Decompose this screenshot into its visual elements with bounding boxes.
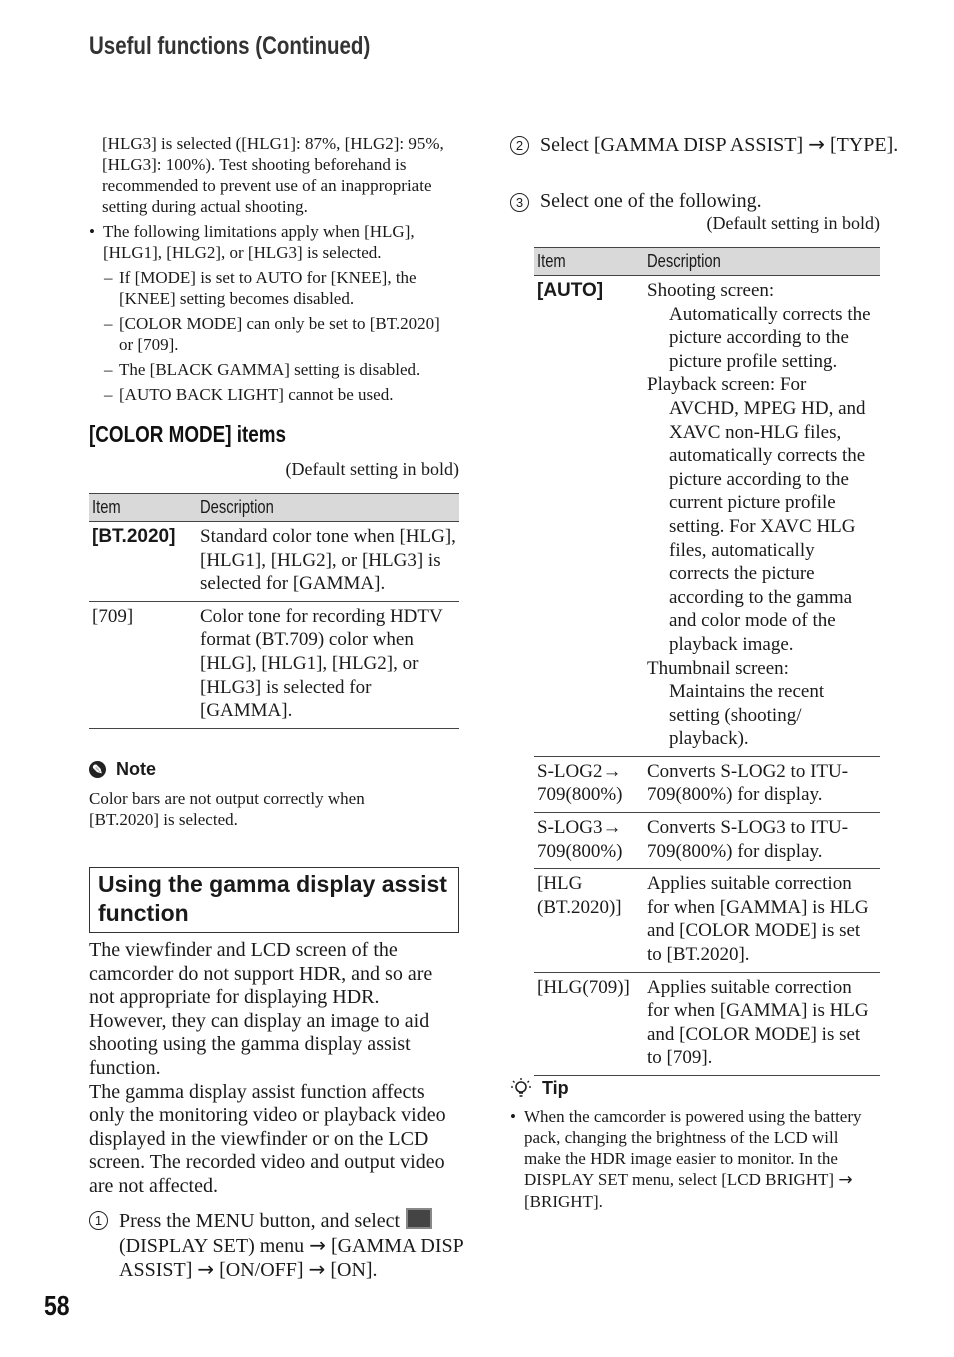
item-cell: [709] — [89, 601, 197, 728]
description-cell: Color tone for recording HDTV format (BT.709) color when [HLG], [HLG1], [HLG2], or [HLG3] is selected for [GAMMA]. — [197, 601, 459, 728]
default-setting-note: (Default setting in bold) — [706, 213, 880, 233]
gamma-assist-type-table — [534, 247, 880, 1076]
thumbnail-screen-label: Thumbnail screen: — [647, 657, 789, 679]
note-icon: ✎ — [89, 761, 106, 778]
color-mode-heading: [COLOR MODE] items — [89, 421, 286, 447]
description-cell — [644, 276, 880, 757]
table-row — [534, 869, 880, 972]
item-cell: S-LOG3→ 709(800%) — [534, 813, 644, 869]
continued-paragraph: [HLG3] is selected ([HLG1]: 87%, [HLG2]: 95%, [HLG3]: 100%). Test shooting beforehand is recommended to prevent use of an inappropriate setting during actual shooting. — [102, 134, 444, 216]
step-3: 3 Select one of the following. — [510, 190, 910, 214]
description-cell: Applies suitable correction for when [GAMMA] is HLG and [COLOR MODE] is set to [BT.2020]. — [644, 869, 880, 972]
step-number: 3 — [510, 193, 529, 212]
limitation-item: – If [MODE] is set to AUTO for [KNEE], the [KNEE] setting becomes disabled. — [89, 267, 447, 309]
table-row — [89, 601, 459, 728]
gamma-assist-heading: Using the gamma display assist function — [89, 867, 459, 933]
description-cell: Converts S-LOG2 to ITU-709(800%) for display. — [644, 756, 880, 812]
item-cell: [HLG(709)] — [534, 972, 644, 1075]
arrow-icon: → — [838, 1170, 853, 1190]
item-cell: [AUTO] — [534, 276, 644, 757]
table-row — [534, 756, 880, 812]
description-cell: Standard color tone when [HLG], [HLG1], [HLG2], or [HLG3] is selected for [GAMMA]. — [197, 522, 459, 602]
column-header-item: Item — [89, 494, 197, 522]
thumbnail-screen-text: Maintains the recent setting (shooting/ playback). — [669, 681, 825, 750]
arrow-icon: → — [308, 1257, 326, 1282]
description-cell: Converts S-LOG3 to ITU-709(800%) for display. — [644, 813, 880, 869]
item-cell: [HLG (BT.2020)] — [534, 869, 644, 972]
table-row — [89, 522, 459, 602]
display-set-menu-icon — [406, 1208, 432, 1229]
column-header-item: Item — [534, 248, 644, 276]
lightbulb-icon — [510, 1077, 532, 1099]
limitation-item: – [AUTO BACK LIGHT] cannot be used. — [89, 384, 447, 405]
column-header-description: Description — [197, 494, 459, 522]
note-heading: ✎ Note — [89, 759, 156, 780]
limitation-item: – [COLOR MODE] can only be set to [BT.2020] or [709]. — [89, 313, 447, 355]
shooting-screen-label: Shooting screen: — [647, 280, 775, 301]
column-header-description: Description — [644, 248, 880, 276]
step-number: 2 — [510, 136, 529, 155]
color-mode-table — [89, 493, 459, 729]
limitations-bullet: • The following limitations apply when [HLG], [HLG1], [HLG2], or [HLG3] is selected. — [89, 221, 447, 263]
item-cell: [BT.2020] — [89, 522, 197, 602]
item-cell: S-LOG2→ 709(800%) — [534, 756, 644, 812]
description-cell: Applies suitable correction for when [GAMMA] is HLG and [COLOR MODE] is set to [709]. — [644, 972, 880, 1075]
default-setting-note: (Default setting in bold) — [285, 459, 459, 479]
page-number: 58 — [44, 1290, 70, 1321]
step-1: 1 Press the MENU button, and select (DISPLAY SET) menu → [GAMMA DISP ASSIST] → [ON/OFF] → [ON]. — [89, 1208, 489, 1283]
tip-text: • When the camcorder is powered using the battery pack, changing the brightness of the LCD will make the HDR image easier to monitor. In the DISPLAY SET menu, select [LCD BRIGHT] → [BRIGHT]. — [510, 1106, 874, 1212]
playback-screen-text: AVCHD, MPEG HD, and XAVC non-HLG files, automatically corrects the picture according to the current picture profile setting. For XAVC HLG files, automatically corrects the picture according to the gamma and color mode of the playback image. — [669, 397, 866, 655]
arrow-icon: → — [309, 1232, 326, 1257]
tip-heading: Tip — [510, 1077, 569, 1099]
step-2: 2 Select [GAMMA DISP ASSIST] → [TYPE]. — [510, 133, 910, 158]
effect-paragraph: The gamma display assist function affects only the monitoring video or playback video displayed in the viewfinder or on the LCD screen. The recorded video and output video are not affected. — [89, 1080, 446, 1197]
table-row — [534, 276, 880, 757]
shooting-screen-text: Automatically corrects the picture according to the picture profile setting. — [669, 303, 871, 372]
arrow-icon: → — [808, 132, 825, 156]
table-row — [534, 813, 880, 869]
page-header-title: Useful functions (Continued) — [89, 32, 371, 60]
playback-screen-label: Playback screen: For — [647, 374, 807, 396]
arrow-icon: → — [197, 1257, 215, 1282]
table-row — [534, 972, 880, 1075]
note-text: Color bars are not output correctly when [BT.2020] is selected. — [89, 789, 365, 829]
limitation-item: – The [BLACK GAMMA] setting is disabled. — [89, 359, 447, 380]
intro-paragraph: The viewfinder and LCD screen of the camcorder do not support HDR, and so are not appropriate for displaying HDR. However, they can display an image to aid shooting using the gamma display assist function. — [89, 939, 433, 1079]
step-number: 1 — [89, 1211, 108, 1230]
